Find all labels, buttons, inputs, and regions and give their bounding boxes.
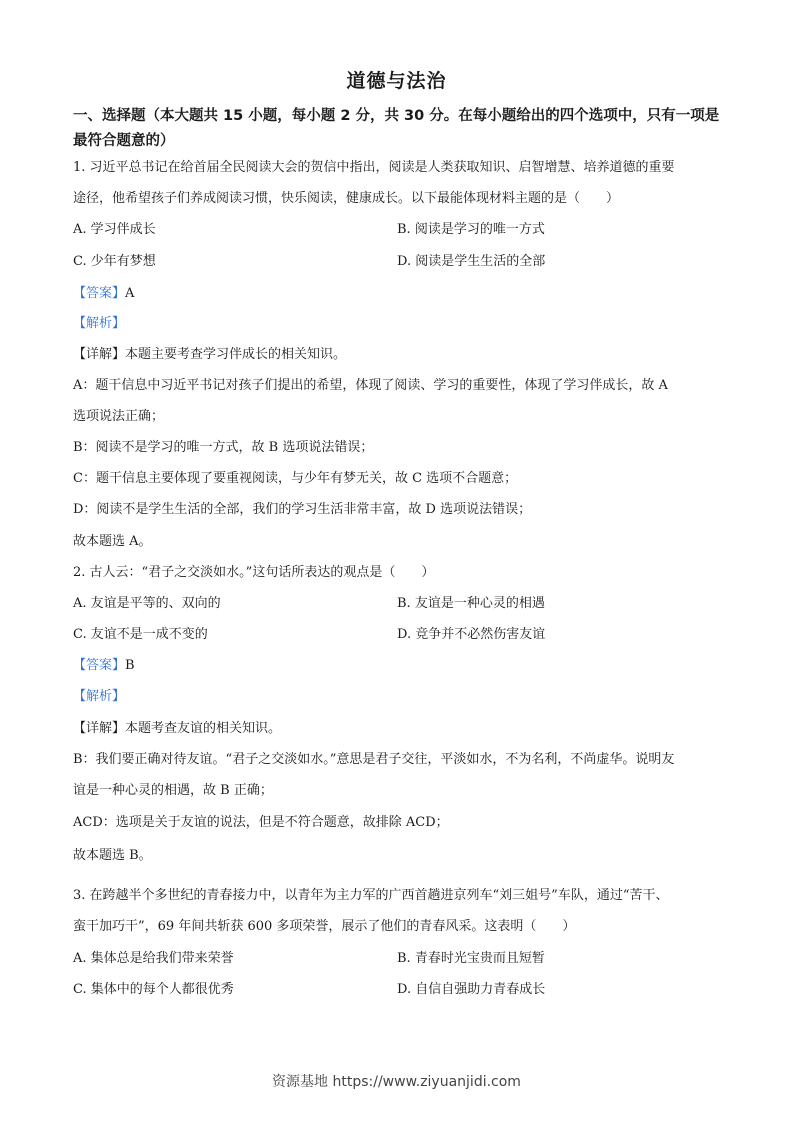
q3-option-a: A. 集体总是给我们带来荣誉 [73, 951, 234, 966]
q1-analysis-tag: 【解析】 [73, 316, 126, 331]
q2-analysis-b-line-2: 谊是一种心灵的相遇，故 B 正确； [73, 783, 273, 798]
q2-option-c: C. 友谊不是一成不变的 [73, 627, 208, 642]
q2-answer-value: B [125, 658, 135, 673]
q1-option-b: B. 阅读是学习的唯一方式 [397, 222, 545, 237]
q1-option-d: D. 阅读是学生生活的全部 [397, 254, 546, 269]
q3-option-b: B. 青春时光宝贵而且短暂 [397, 951, 545, 966]
q3-option-c: C. 集体中的每个人都很优秀 [73, 982, 234, 997]
q2-analysis-b-line-1: B：我们要正确对待友谊。“君子之交淡如水。”意思是君子交往，平淡如水，不为名利，不尚虚华。说明友 [73, 752, 675, 767]
q2-answer-tag: 【答案】 [73, 658, 126, 673]
q2-detail [73, 721, 725, 737]
q1-answer-tag: 【答案】 [73, 286, 126, 301]
q1-analysis-a-line-1: A：题干信息中习近平书记对孩子们提出的希望，体现了阅读、学习的重要性，体现了学习伴成长，故 A [73, 378, 668, 393]
q1-analysis-d: D：阅读不是学生生活的全部，我们的学习生活非常丰富，故 D 选项说法错误； [73, 502, 532, 517]
q2-option-a: A. 友谊是平等的、双向的 [73, 596, 221, 611]
q2-analysis-tag: 【解析】 [73, 689, 126, 704]
q1-option-a: A. 学习伴成长 [73, 222, 156, 237]
q3-stem-line-2: 蛮干加巧干”，69 年间共斩获 600 多项荣誉，展示了他们的青春风采。这表明（ ） [73, 919, 576, 934]
q3-option-d: D. 自信自强助力青春成长 [397, 982, 546, 997]
q1-answer-value: A [125, 286, 135, 301]
q1-stem-line-2: 途径，他希望孩子们养成阅读习惯，快乐阅读，健康成长。以下最能体现材料主题的是（ ） [73, 191, 620, 206]
q1-detail-text: 本题主要考查学习伴成长的相关知识。 [125, 347, 347, 362]
section-heading: 一、选择题（本大题共 15 小题，每小题 2 分，共 30 分。在每小题给出的四个选项中，只有一项是最符合题意的） [73, 108, 720, 149]
q2-option-b: B. 友谊是一种心灵的相遇 [397, 596, 545, 611]
q1-analysis [73, 316, 725, 332]
page-title: 道德与法治 [346, 70, 447, 92]
q2-analysis-acd: ACD：选项是关于友谊的说法，但是不符合题意，故排除 ACD； [73, 815, 449, 830]
q2-stem: 2. 古人云：“君子之交淡如水。”这句话所表达的观点是（ ） [73, 565, 435, 580]
q2-option-d: D. 竞争并不必然伤害友谊 [397, 627, 546, 642]
q3-stem-line-1: 3. 在跨越半个多世纪的青春接力中，以青年为主力军的广西首趟进京列车“刘三姐号”车队，通过“苦干、 [73, 888, 669, 903]
q2-detail-tag: 【详解】 [73, 721, 126, 736]
q1-analysis-a-line-2: 选项说法正确； [73, 409, 165, 424]
page-footer-watermark: 资源基地 https://www.ziyuanjidi.com [272, 1074, 521, 1090]
q1-detail-tag: 【详解】 [73, 347, 126, 362]
q2-answer [73, 658, 725, 674]
q2-analysis [73, 689, 725, 705]
q1-analysis-c: C：题干信息主要体现了要重视阅读，与少年有梦无关，故 C 选项不合题意； [73, 471, 518, 486]
q1-answer [73, 286, 725, 302]
q1-analysis-b: B：阅读不是学习的唯一方式，故 B 选项说法错误； [73, 440, 374, 455]
q1-stem-line-1: 1. 习近平总书记在给首届全民阅读大会的贺信中指出，阅读是人类获取知识、启智增慧、培养道德的重要 [73, 160, 675, 175]
q2-detail-text: 本题考查友谊的相关知识。 [125, 721, 282, 736]
q2-conclusion: 故本题选 B。 [73, 848, 152, 863]
q1-conclusion: 故本题选 A。 [73, 534, 152, 549]
q1-option-c: C. 少年有梦想 [73, 254, 156, 269]
q1-detail [73, 347, 725, 363]
